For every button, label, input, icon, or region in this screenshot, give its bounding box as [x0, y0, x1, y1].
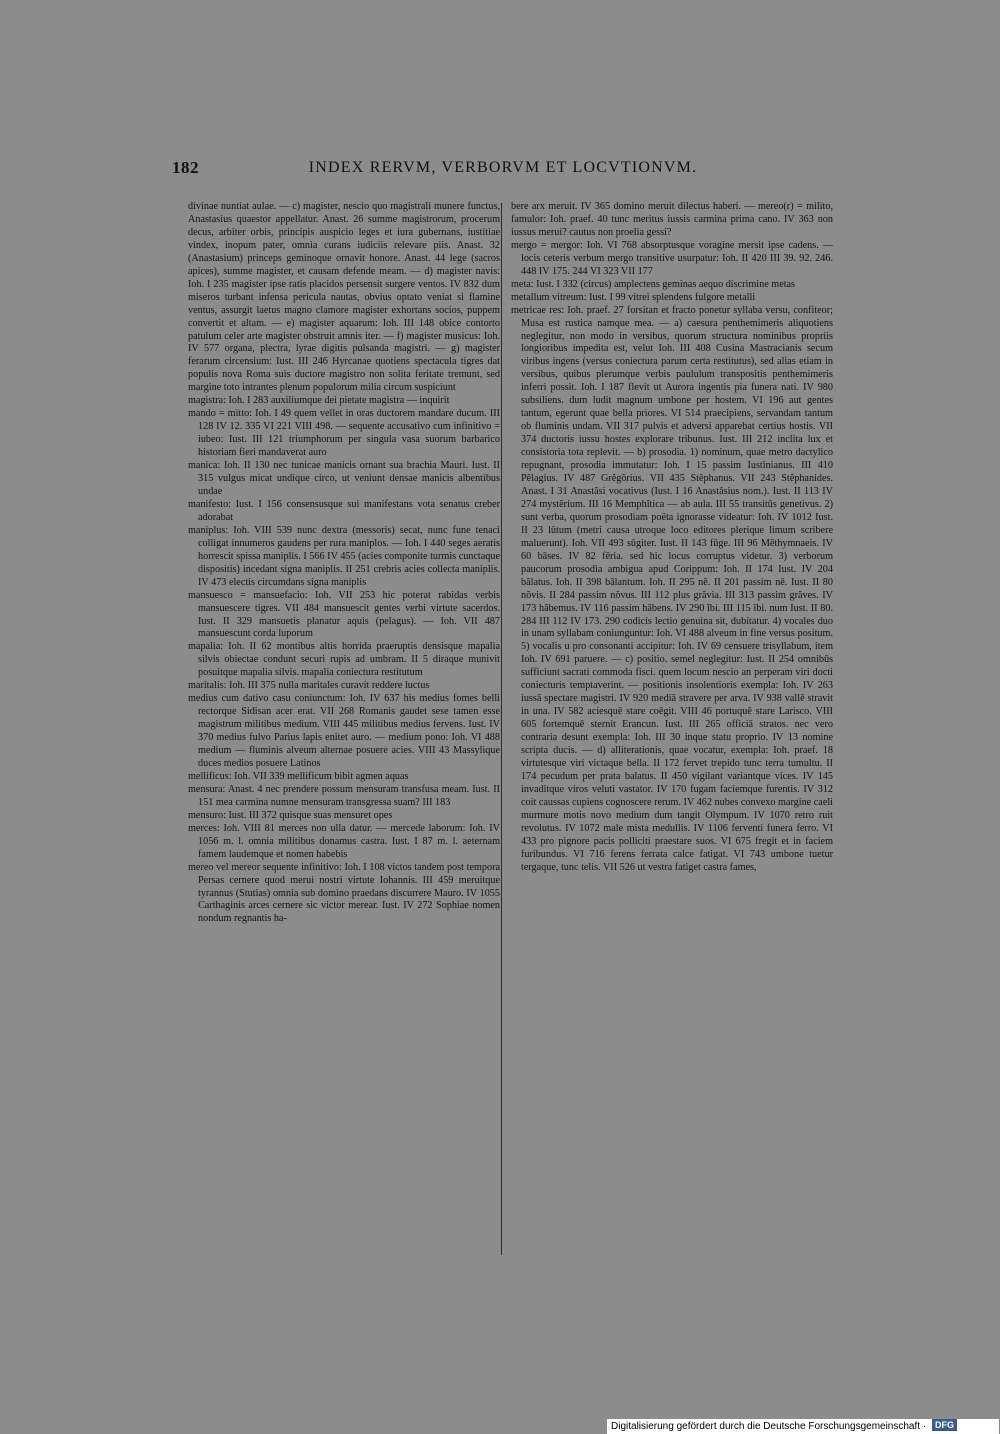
dfg-logo[interactable]: DFG: [932, 1419, 957, 1431]
index-entry: maniplus: Ioh. VIII 539 nunc dextra (messoris) secat, nunc fune tenaci colligat innumeros gaudens per rura maniplos. — Ioh. I 440 seges aeratis horrescit spissa maniplis. I 566 IV 455 (acies componite turmis cunctaque dispositis) incedant signa maniplis. II 251 crebris acies collecta maniplis. IV 473 electis circumdans signa maniplis: [188, 524, 500, 588]
right-column: [511, 201, 833, 875]
index-entry: mellificus: Ioh. VII 339 mellificum bibit agmen aquas: [188, 770, 409, 782]
digitization-footer: [607, 1419, 999, 1434]
index-entry: magistra: Ioh. I 283 auxiliumque dei pietate magistra — inquirit: [188, 395, 450, 407]
index-entry: metricae res: Ioh. praef. 27 forsitan et fracto ponetur syllaba versu, confiteor; Musa est rustica namque mea. — a) caesura penthemimeris aliquotiens neglegitur, non modo in versibus, quorum structura nominibus propriis longioribus impedita est, velut Ioh. III 408 Cusina Mastracianis secum viribus ingens (versus coniectura parum certa restitutus), sed alias etiam in versibus, quibus plerumque verbis paululum transpositis penthemimeris inferri possit. Ioh. I 187 flevit ut Aurora ingentis pia funera nati. IV 980 subsiliens. dum ludit magnum umbone per hostem. VI 196 aut gentes tantum, egerunt quae bella priores. VI 514 praecipiens, servandam tantum ob fluminis undam. VII 317 pulvis et adversi apparebat certius hostis. VII 374 ductoris iussu hostes explorare tribunus. Iust. III 212 inclita lux et consistoria tota replevit. — b) prosodia. 1) nominum, quae metro dactylico repugnant, prosodia immutatur: Ioh. I 15 passim Iustīnianus. III 410 Pĕlagius. IV 487 Grĕgŏrius. VII 435 Stĕphanus. VII 243 Stĕphanides. Anast. I 31 Anastăsi vocativus (Iust. I 16 Anastāsius nom.). Iust. II 113 IV 274 mystĕrium. III 16 Memphĭtica — ab aula. III 55 transitūs genetivus. 2) sunt verba, quorum prosodiam poëta ignorasse videatur: Ioh. IV 1012 Iust. II 23 lūtum (metri causa utroque loco editores plerique limum scribere maluerunt). Ioh. VII 493 sūgiter. Iust. II 143 fūge. III 96 Mēthymnaeis. IV 60 bāses. IV 82 fēria. sed hic locus corruptus videtur. 3) verborum paucorum prosodia ambigua apud Corippum: Ioh. II 174 Iust. IV 204 bălatus. Ioh. II 398 bālantum. Ioh. II 295 nĕ. II 201 passim nē. Iust. II 80 nŏvis. II 284 passim nŏvus. III 112 plus grăvia. III 313 passim grăves. IV 173 hăbemus. IV 116 passim hăbens. IV 290 ĭbi. III 115 ībi. num Iust. II 80. 284 III 112 IV 173. 290 codicis lectio genuina sit, dubitatur. 4) vocales duo in unam syllabam coniunguntur: Ioh. VI 488 alveum in fine versus positum. 5) vocalis u pro consonanti accipitur: Ioh. IV 69 censuere trisyllabum, item Ioh. IV 691 paruere. — c) positio. semel neglegitur: Iust. II 254 omnibūs sufficiunt sacrati commoda fisci. quem locum nescio an perperam viri docti coniecturis temptaverint. — positionis insolentioris exempla: Ioh. IV 263 iussā spectare magistri. IV 920 mediā stravere per arva. IV 938 vallē stravit in una. IV 582 aciesquē stare coēgit. VIII 46 portuquē stare Larisco. VIII 605 fortemquē sternit Erancun. Iust. III 265 officiā stratos. nec vero contraria desunt exempla: Ioh. III 30 inque statu proprio. IV 13 nomine scripta ducis. — d) alliterationis, quae vocatur, exempla: Ioh. praef. 18 virtutesque viri victaque bella. II 172 fervet trepido tunc terra tumultu. II 174 pecudum per prata balatus. II 450 vigilant variantque vices. IV 145 invaditque viros veluti vastator. IV 170 fugam faciemque furentis. IV 312 coit caussas cupiens cognoscere rerum. IV 462 nubes convexo margine caeli murmure motis novo medium dum tangit Olympum. IV 1070 retro ruit revolutus. IV 1072 male mista medullis. IV 1106 ferventi funera ferro. VI 433 pro pignore pacis polliciti praestare suos. VI 675 fregit et in faciem furibundus. VI 716 ferens ferrata calce fatigat. VI 743 umbone tuetur tergaque, tunc telis. VII 526 ut vestra fatiget castra fames,: [511, 304, 833, 873]
index-entry: mapalia: Ioh. II 62 montibus altis horrida praeruptis densisque mapalia silvis obiectae condunt securi rupis ad umbram. II 5 diraque munivit posuitque mapalia silvis. mapalia coniectura restitutum: [188, 641, 500, 679]
footer-text: Digitalisierung gefördert durch die Deutsche Forschungsgemeinschaft ·: [611, 1421, 927, 1432]
index-entry: maritalis: Ioh. III 375 nulla maritales curavit reddere luctus: [188, 680, 430, 692]
running-title: INDEX RERVM, VERBORVM ET LOCVTIONVM.: [308, 159, 698, 176]
index-entry: medius cum dativo casu coniunctum: Ioh. IV 637 his medius fomes belli rectorque Sidisan acer erat. VII 268 Romanis gaudet sese tamen esse magistrum militibus medium. VIII 445 militibus medius fervens. Iust. IV 370 medius fulvo Parius lapis enitet auro. — medium pono: Ioh. VI 488 medium — fluminis alveum alternae posuere acies. VIII 43 Massylique duces medios posuere Latinos: [188, 693, 500, 769]
page-header: [172, 158, 834, 182]
index-entry: mansuesco = mansuefacio: Ioh. VII 253 hic poterat rabidas verbis mansuescere tigres. VII 484 mansuescit gentes verbi virtute sacerdos. Iust. II 329 mansuetis planatur aquis (pelagus). — Ioh. VII 487 mansuescunt corda luporum: [188, 589, 500, 640]
index-entry: mensuro: Iust. III 372 quisque suas mensuret opes: [188, 809, 393, 821]
index-entry: meta: Iust. I 332 (circus) amplectens geminas aequo discrimine metas: [511, 278, 796, 290]
column-divider: [501, 203, 502, 1255]
index-entry: divinae nuntiat aulae. — c) magister, nescio quo magistrali munere functus, Anastasius quaestor appellatur. Anast. 26 summe magistrorum, procerum decus, arbiter orbis, principis auspicio leges et iura gubernans, iustitiae vindex, inopum pater, omnia curans iudiciis relevare piis. Anast. 32 (Anastasium) princeps geminoque ornavit honore. Anast. 44 lege (sacros apices), summe magister, et causam defende meam. — d) magister navis: Ioh. I 235 magister ipse ratis placidos persensit surgere ventos. IV 832 dum miseros turbant infensa pericula nautas, obvius optato veniat si flamine ventus, assurgit laetus magno clamore magister exhortans socios, puppem convertit et altam. — e) magister aquarum: Ioh. III 148 obice contorto patulum celer arte magister obstruit amnis iter. — f) magister musicus: Ioh. IV 577 organa, plectra, lyrae digitis pulsanda magistri. — g) magister ferarum circensium: Iust. III 246 Hyrcanae quotiens spectacula tigres dat populis nova Roma suis ductore magistro non solita feritate tremunt, sed margine toto intrantes plenum populorum milia circum suspiciunt: [188, 201, 500, 394]
index-entry: metallum vitreum: Iust. I 99 vitrei splendens fulgore metalli: [511, 291, 756, 303]
index-entry: mereo vel mereor sequente infinitivo: Ioh. I 108 victos tandem post tempora Persas cernere quod merui nostri virtute Iohannis. III 459 meruitque tyrannus (Stutias) omnia sub domino praedans discurrere Mauro. IV 1055 Carthaginis arces cernere sic victor merear. Iust. IV 272 Sophiae nomen nondum regnantis ha-: [188, 861, 500, 925]
left-column: [188, 201, 500, 926]
index-entry: mensura: Anast. 4 nec prendere possum mensuram transfusa meam. Iust. II 151 mea carmina numne mensuram transgressa suam? III 183: [188, 783, 500, 808]
index-entry: manifesto: Iust. I 156 consensusque sui manifestans vota senatus creber adorabat: [188, 498, 500, 523]
index-entry: mergo = mergor: Ioh. VI 768 absorptusque voragine mersit ipse cadens. — locis ceteris verbum mergo transitive usurpatur: Ioh. II 420 III 39. 92. 246. 448 IV 175. 244 VI 323 VII 177: [511, 239, 833, 277]
index-entry: merces: Ioh. VIII 81 merces non ulla datur. — mercede laborum: Ioh. IV 1056 m. l. omnia militibus donamus castra. Iust. I 87 m. l. aeternam famem laudemque et nomen habebis: [188, 822, 500, 860]
index-entry: bere arx meruit. IV 365 domino meruit dilectus haberi. — mereo(r) = milito, famulor: Ioh. praef. 40 tunc meritus iussis carmina prima cano. IV 363 non iussus merui? cautus non proelia gessi?: [511, 201, 833, 238]
page-number: 182: [172, 158, 199, 177]
index-entry: manica: Ioh. II 130 nec tunicae manicis ornant sua brachia Mauri. Iust. II 315 vulgus micat undique circo, ut veniunt densae manicis albentibus undae: [188, 460, 500, 497]
index-entry: mando = mitto: Ioh. I 49 quem vellet in oras ductorem mandare ducum. III 128 IV 12. 335 VI 221 VIII 498. — sequente accusativo cum infinitivo = iubeo: Iust. III 121 triumphorum per singula vasa suorum barbarico historiam fieri mandaverat auro: [188, 408, 500, 459]
